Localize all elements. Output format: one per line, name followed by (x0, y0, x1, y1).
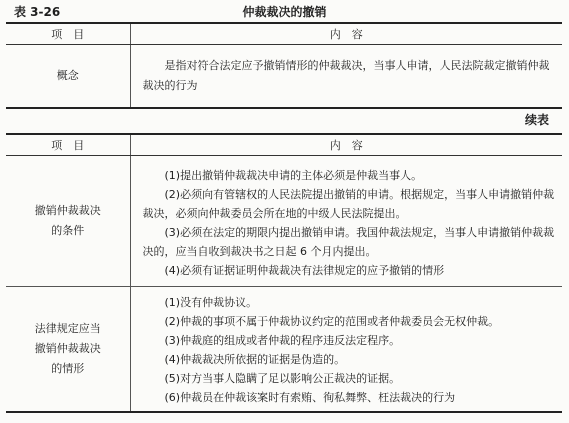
continued-label: 续表 (524, 113, 549, 127)
condition-item: (2)必须向有管辖权的人民法院提出撤销的申请。根据规定，当事人申请撤销仲裁裁决，必须向仲裁委员会所在地的中级人民法院提出。 (142, 188, 555, 220)
row-content-concept (130, 45, 562, 109)
circumstance-item: (4)仲裁裁决所依据的证据是伪造的。 (164, 353, 346, 366)
circumstance-item: (6)仲裁员在仲裁该案时有索贿、徇私舞弊、枉法裁决的行为 (164, 391, 456, 404)
condition-item: (1)提出撤销仲裁裁决申请的主体必须是仲裁当事人。 (164, 169, 423, 182)
circumstance-item: (3)仲裁庭的组成或者仲裁的程序违反法定程序。 (164, 334, 401, 347)
header-content: 内 容 (130, 23, 562, 45)
header-item: 项 目 (6, 23, 130, 45)
table-revocation-concept (6, 22, 562, 109)
row-content-circumstances (130, 287, 562, 413)
concept-text: 是指对符合法定应予撤销情形的仲裁裁决，当事人申请，人民法院裁定撤销仲裁裁决的行为 (142, 59, 550, 92)
conditions-label-line1: 撤销仲裁裁决 (34, 204, 101, 217)
table-title: 仲裁裁决的撤销 (242, 5, 327, 19)
condition-item: (3)必须在法定的期限内提出撤销申请。我国仲裁法规定，当事人申请撤销仲裁裁决的，应当自收到裁决书之日起 6 个月内提出。 (142, 226, 555, 258)
table-number: 表 3-26 (14, 5, 61, 19)
circumstances-label-line1: 法律规定应当 (34, 322, 101, 335)
condition-item: (4)必须有证据证明仲裁裁决有法律规定的应予撤销的情形 (164, 264, 445, 277)
conditions-label-line2: 的条件 (51, 224, 85, 237)
circumstances-label-line3: 的情形 (51, 362, 85, 375)
row-label-circumstances (6, 287, 130, 413)
row-label-concept: 概念 (6, 45, 130, 109)
circumstance-item: (5)对方当事人隐瞒了足以影响公正裁决的证据。 (164, 372, 401, 385)
row-label-conditions (6, 156, 130, 287)
circumstance-item: (1)没有仲裁协议。 (164, 296, 258, 309)
circumstance-item: (2)仲裁的事项不属于仲裁协议约定的范围或者仲裁委员会无权仲裁。 (164, 315, 500, 328)
row-content-conditions (130, 156, 562, 287)
table-revocation-conditions (6, 133, 562, 413)
header-item-continued: 项 目 (6, 134, 130, 156)
header-content-continued: 内 容 (130, 134, 562, 156)
circumstances-label-line2: 撤销仲裁裁决 (34, 342, 101, 355)
